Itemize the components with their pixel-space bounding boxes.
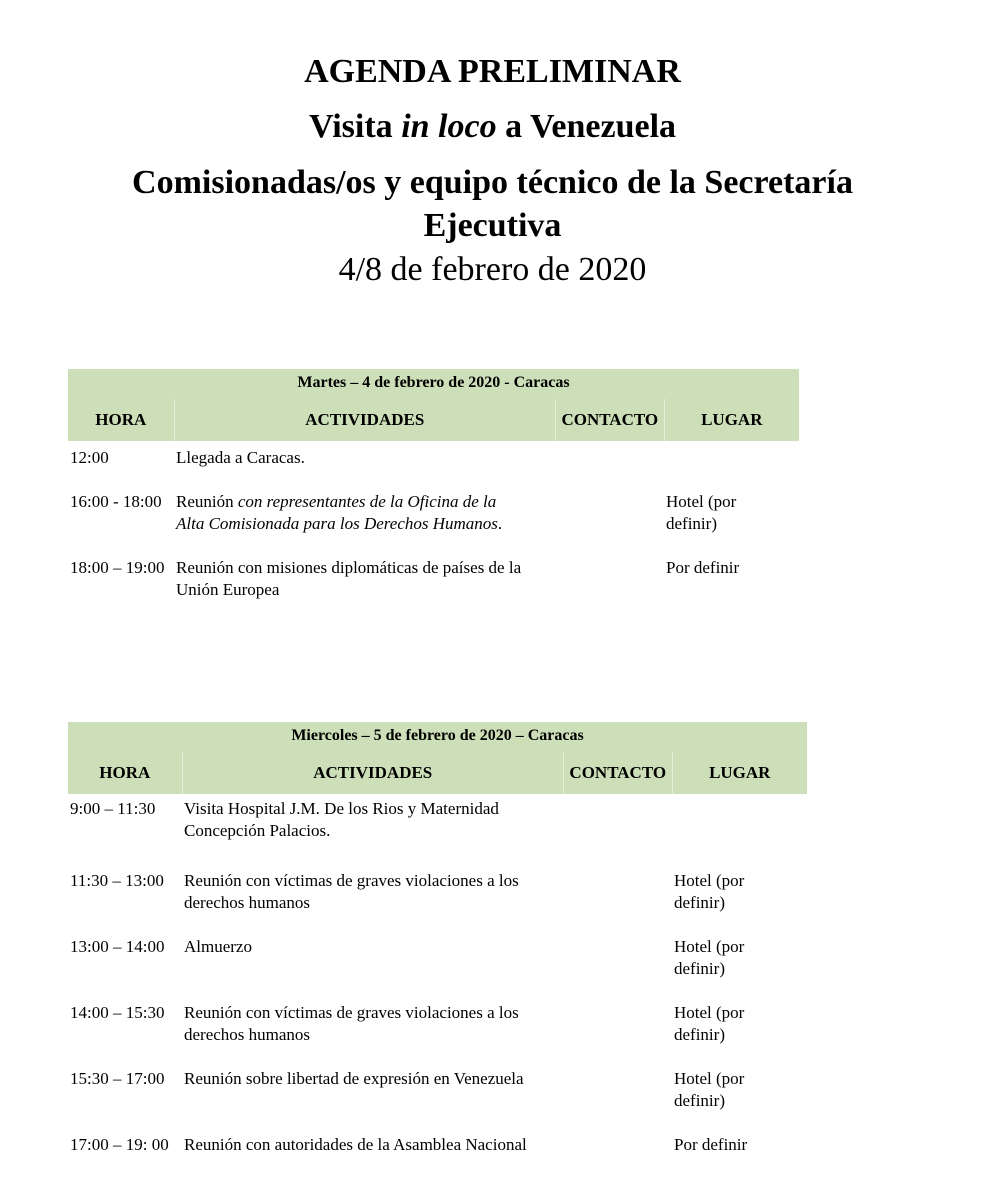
day-title: Miercoles – 5 de febrero de 2020 – Caracas	[291, 727, 584, 744]
day-header-band	[68, 722, 807, 794]
document-participants-cont: Ejecutiva	[423, 207, 562, 244]
col-hora: HORA	[95, 410, 147, 429]
col-lugar: LUGAR	[664, 399, 799, 441]
table-row: 13:00 – 14:00 Almuerzo Hotel (por definir)	[70, 937, 745, 978]
day-section-tuesday	[68, 369, 799, 623]
table-row: 18:00 – 19:00 Reunión con misiones diplomáticas de países de la Unión Europea Por definir	[70, 558, 740, 599]
table-row: 16:00 - 18:00 Reunión con representantes de la Oficina de la Alta Comisionada para los Derechos Humanos. Hotel (por definir)	[70, 492, 737, 533]
table-row: 15:30 – 17:00 Reunión sobre libertad de expresión en Venezuela Hotel (por definir)	[70, 1069, 745, 1110]
col-actividades: ACTIVIDADES	[174, 399, 555, 441]
col-hora: HORA	[99, 763, 151, 782]
document-subtitle: Visita in loco a Venezuela	[308, 108, 677, 145]
col-contacto: CONTACTO	[555, 399, 664, 441]
table-row: 9:00 – 11:30 Visita Hospital J.M. De los Rios y Maternidad Concepción Palacios.	[70, 799, 499, 840]
column-headers	[68, 752, 807, 794]
column-headers	[68, 399, 799, 441]
document-participants: Comisionadas/os y equipo técnico de la Secretaría	[132, 164, 853, 201]
col-lugar: LUGAR	[672, 752, 807, 794]
table-row: 17:00 – 19: 00 Reunión con autoridades de la Asamblea Nacional Por definir	[70, 1135, 748, 1154]
table-row: 12:00 Llegada a Caracas.	[70, 448, 305, 467]
col-actividades: ACTIVIDADES	[182, 752, 563, 794]
document-dates: 4/8 de febrero de 2020	[338, 251, 647, 288]
day-header-band	[68, 369, 799, 441]
col-contacto: CONTACTO	[563, 752, 672, 794]
table-row: 14:00 – 15:30 Reunión con víctimas de graves violaciones a los derechos humanos Hotel (por definir)	[70, 1003, 745, 1044]
table-row: 11:30 – 13:00 Reunión con víctimas de graves violaciones a los derechos humanos Hotel (por definir)	[70, 871, 745, 912]
day-section-wednesday	[68, 722, 807, 1164]
day-title: Martes – 4 de febrero de 2020 - Caracas	[297, 374, 570, 391]
document-title: AGENDA PRELIMINAR	[304, 53, 681, 90]
